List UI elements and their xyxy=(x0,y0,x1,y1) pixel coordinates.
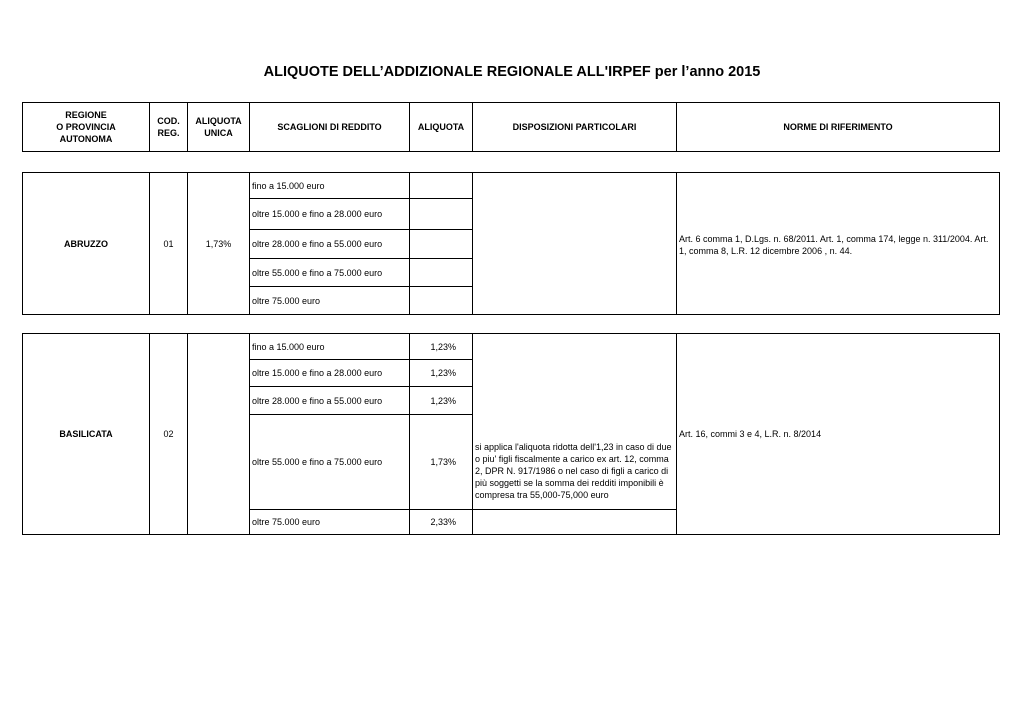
region-code: 01 xyxy=(150,173,188,315)
header-cod-line2: REG. xyxy=(157,128,180,138)
header-cod-reg xyxy=(150,103,188,152)
header-regione-line2: O PROVINCIA xyxy=(56,122,116,132)
header-disposizioni: DISPOSIZIONI PARTICOLARI xyxy=(473,103,677,152)
bracket-label: oltre 55.000 e fino a 75.000 euro xyxy=(250,259,410,287)
bracket-label: fino a 15.000 euro xyxy=(250,334,410,360)
region-disposizioni: si applica l'aliquota ridotta dell'1,23 in caso di due o piu' figli fiscalmente a carico ex art. 12, comma 2, DPR N. 917/1986 o nel caso di figli a carico di più soggetti se la somma dei redditi imponibili è compresa tra 55,000-75,000 euro xyxy=(473,334,677,510)
header-aliquota: ALIQUOTA xyxy=(410,103,473,152)
column-header-table xyxy=(22,102,1000,152)
header-regione-line1: REGIONE xyxy=(65,110,107,120)
bracket-label: oltre 55.000 e fino a 75.000 euro xyxy=(250,415,410,509)
bracket-label: oltre 28.000 e fino a 55.000 euro xyxy=(250,230,410,259)
bracket-rate xyxy=(410,173,473,199)
region-disposizioni xyxy=(473,173,677,315)
region-name: ABRUZZO xyxy=(23,173,150,315)
region-aliquota-unica: 1,73% xyxy=(188,173,250,315)
bracket-rate: 1,73% xyxy=(410,415,473,509)
bracket-rate: 1,23% xyxy=(410,360,473,387)
header-aliquota-unica xyxy=(188,103,250,152)
bracket-rate xyxy=(410,230,473,259)
region-name: BASILICATA xyxy=(23,334,150,535)
bracket-rate xyxy=(410,287,473,315)
region-table-basilicata xyxy=(22,333,1000,535)
header-cod-line1: COD. xyxy=(157,116,180,126)
bracket-label: fino a 15.000 euro xyxy=(250,173,410,199)
header-regione-line3: AUTONOMA xyxy=(59,134,113,144)
bracket-label: oltre 75.000 euro xyxy=(250,509,410,534)
bracket-rate xyxy=(410,259,473,287)
bracket-label: oltre 15.000 e fino a 28.000 euro xyxy=(250,360,410,387)
region-norme: Art. 16, commi 3 e 4, L.R. n. 8/2014 xyxy=(677,334,1000,535)
header-aliquota-unica-line1: ALIQUOTA xyxy=(195,116,242,126)
header-aliquota-unica-line2: UNICA xyxy=(204,128,233,138)
bracket-label: oltre 15.000 e fino a 28.000 euro xyxy=(250,199,410,230)
region-norme: Art. 6 comma 1, D.Lgs. n. 68/2011. Art. 1, comma 174, legge n. 311/2004. Art. 1, comma 8, L.R. 12 dicembre 2006 , n. 44. xyxy=(677,173,1000,315)
bracket-rate: 1,23% xyxy=(410,387,473,415)
region-code: 02 xyxy=(150,334,188,535)
bracket-rate xyxy=(410,199,473,230)
region-table-abruzzo xyxy=(22,172,1000,315)
header-scaglioni: SCAGLIONI DI REDDITO xyxy=(250,103,410,152)
region-disposizioni-empty xyxy=(473,509,677,534)
page-title: ALIQUOTE DELL’ADDIZIONALE REGIONALE ALL'IRPEF per l’anno 2015 xyxy=(263,64,761,80)
bracket-rate: 1,23% xyxy=(410,334,473,360)
bracket-rate: 2,33% xyxy=(410,509,473,534)
region-aliquota-unica xyxy=(188,334,250,535)
bracket-label: oltre 75.000 euro xyxy=(250,287,410,315)
header-norme: NORME DI RIFERIMENTO xyxy=(677,103,1000,152)
header-regione xyxy=(23,103,150,152)
bracket-label: oltre 28.000 e fino a 55.000 euro xyxy=(250,387,410,415)
